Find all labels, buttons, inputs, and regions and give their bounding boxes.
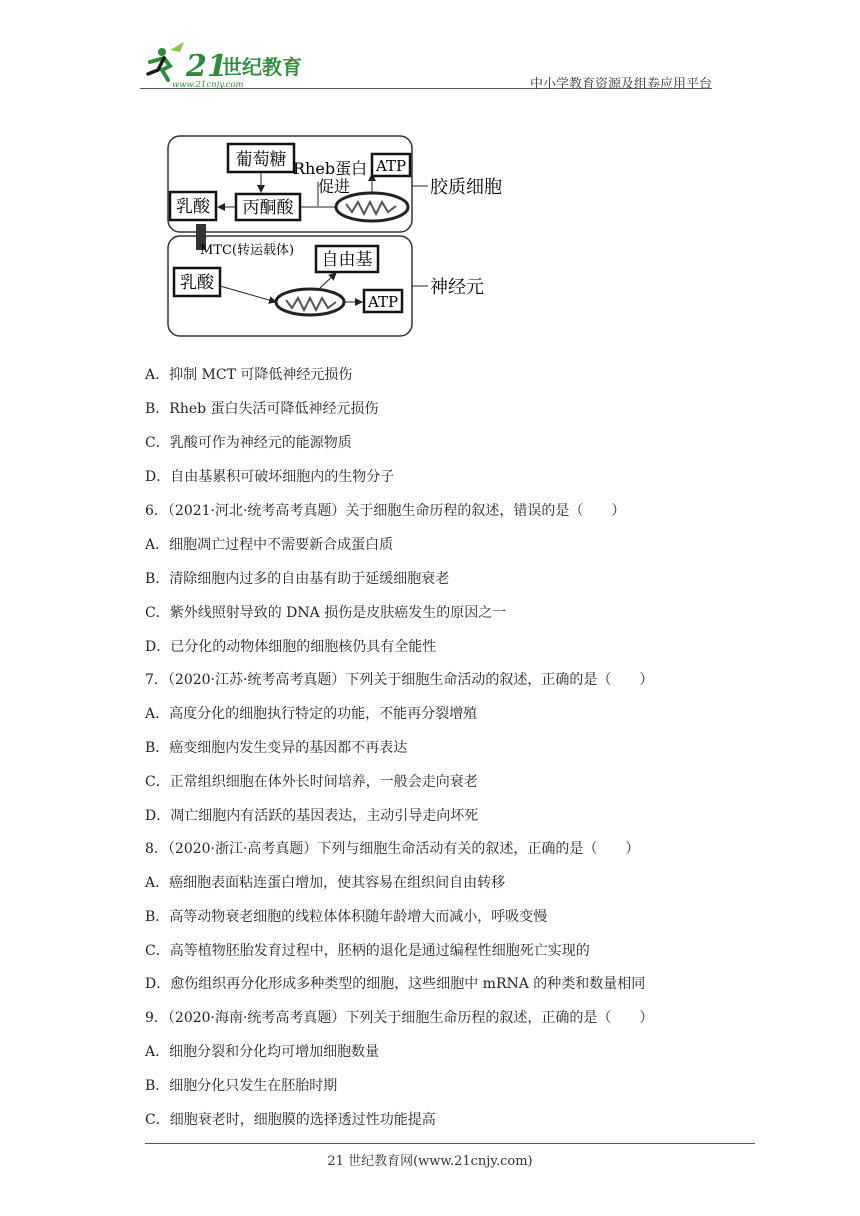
svg-text:世纪教育: 世纪教育	[222, 55, 302, 79]
option-line: C．紫外线照射导致的 DNA 损伤是皮肤癌发生的原因之一	[145, 605, 507, 621]
svg-text:www.21cnjy.com: www.21cnjy.com	[172, 80, 244, 90]
mtc-label: MTC(转运载体)	[200, 243, 295, 258]
cell-diagram	[160, 130, 520, 342]
option-line: C．正常组织细胞在体外长时间培养，一般会走向衰老	[145, 774, 478, 790]
option-line: D．自由基累积可破坏细胞内的生物分子	[145, 469, 395, 485]
option-line: D．愈伤组织再分化形成多种类型的细胞，这些细胞中 mRNA 的种类和数量相同	[145, 976, 646, 992]
question-stem: 6．（2021·河北·统考高考真题）关于细胞生命历程的叙述，错误的是（ ）	[145, 503, 626, 519]
lactate-label-top: 乳酸	[176, 197, 210, 217]
glial-cell-label: 胶质细胞	[430, 177, 502, 198]
pyruvate-label: 丙酮酸	[242, 198, 294, 218]
platform-name: 中小学教育资源及组卷应用平台	[529, 77, 712, 92]
option-line: A．抑制 MCT 可降低神经元损伤	[145, 367, 353, 383]
option-line: B．癌变细胞内发生变异的基因都不再表达	[145, 740, 408, 756]
mitochondrion-bottom	[276, 289, 344, 315]
svg-text:21: 21	[186, 49, 228, 84]
atp-label-bottom: ATP	[367, 293, 399, 311]
free-radical-label: 自由基	[321, 250, 373, 270]
header-divider	[140, 88, 712, 89]
glucose-label: 葡萄糖	[235, 150, 287, 170]
option-line: A．高度分化的细胞执行特定的功能，不能再分裂增殖	[145, 706, 478, 722]
logo	[140, 40, 310, 90]
footer-divider	[145, 1143, 755, 1144]
option-line: A．细胞凋亡过程中不需要新合成蛋白质	[145, 537, 394, 553]
option-line: D．已分化的动物体细胞的细胞核仍具有全能性	[145, 639, 437, 655]
option-line: B．细胞分化只发生在胚胎时期	[145, 1078, 338, 1094]
question-stem: 9．（2020·海南·统考高考真题）下列关于细胞生命历程的叙述，正确的是（ ）	[145, 1010, 654, 1026]
option-line: A．癌细胞表面粘连蛋白增加，使其容易在组织间自由转移	[145, 875, 506, 891]
rheb-label: Rheb蛋白	[293, 159, 368, 178]
mitochondrion-top	[336, 193, 408, 221]
option-line: D．凋亡细胞内有活跃的基因表达，主动引导走向坏死	[145, 808, 479, 824]
neuron-label: 神经元	[430, 277, 484, 298]
option-line: C．乳酸可作为神经元的能源物质	[145, 435, 352, 451]
atp-label-top: ATP	[375, 157, 407, 175]
option-line: B．高等动物衰老细胞的线粒体体积随年龄增大而减小，呼吸变慢	[145, 909, 548, 925]
page-header	[140, 40, 712, 90]
lactate-label-bottom: 乳酸	[180, 273, 214, 293]
option-line: C．高等植物胚胎发育过程中，胚柄的退化是通过编程性细胞死亡实现的	[145, 943, 590, 959]
question-stem: 8．（2020·浙江·高考真题）下列与细胞生命活动有关的叙述，正确的是（ ）	[145, 841, 640, 857]
rheb-promote-label: 促进	[318, 177, 351, 196]
option-line: A．细胞分裂和分化均可增加细胞数量	[145, 1044, 380, 1060]
question-stem: 7．（2020·江苏·统考高考真题）下列关于细胞生命活动的叙述，正确的是（ ）	[145, 672, 654, 688]
runner-logo-icon	[140, 40, 310, 90]
option-line: C．细胞衰老时，细胞膜的选择透过性功能提高	[145, 1112, 436, 1128]
option-line: B．清除细胞内过多的自由基有助于延缓细胞衰老	[145, 571, 450, 587]
page-footer: 21 世纪教育网(www.21cnjy.com)	[327, 1154, 533, 1169]
option-line: B．Rheb 蛋白失活可降低神经元损伤	[145, 401, 379, 417]
